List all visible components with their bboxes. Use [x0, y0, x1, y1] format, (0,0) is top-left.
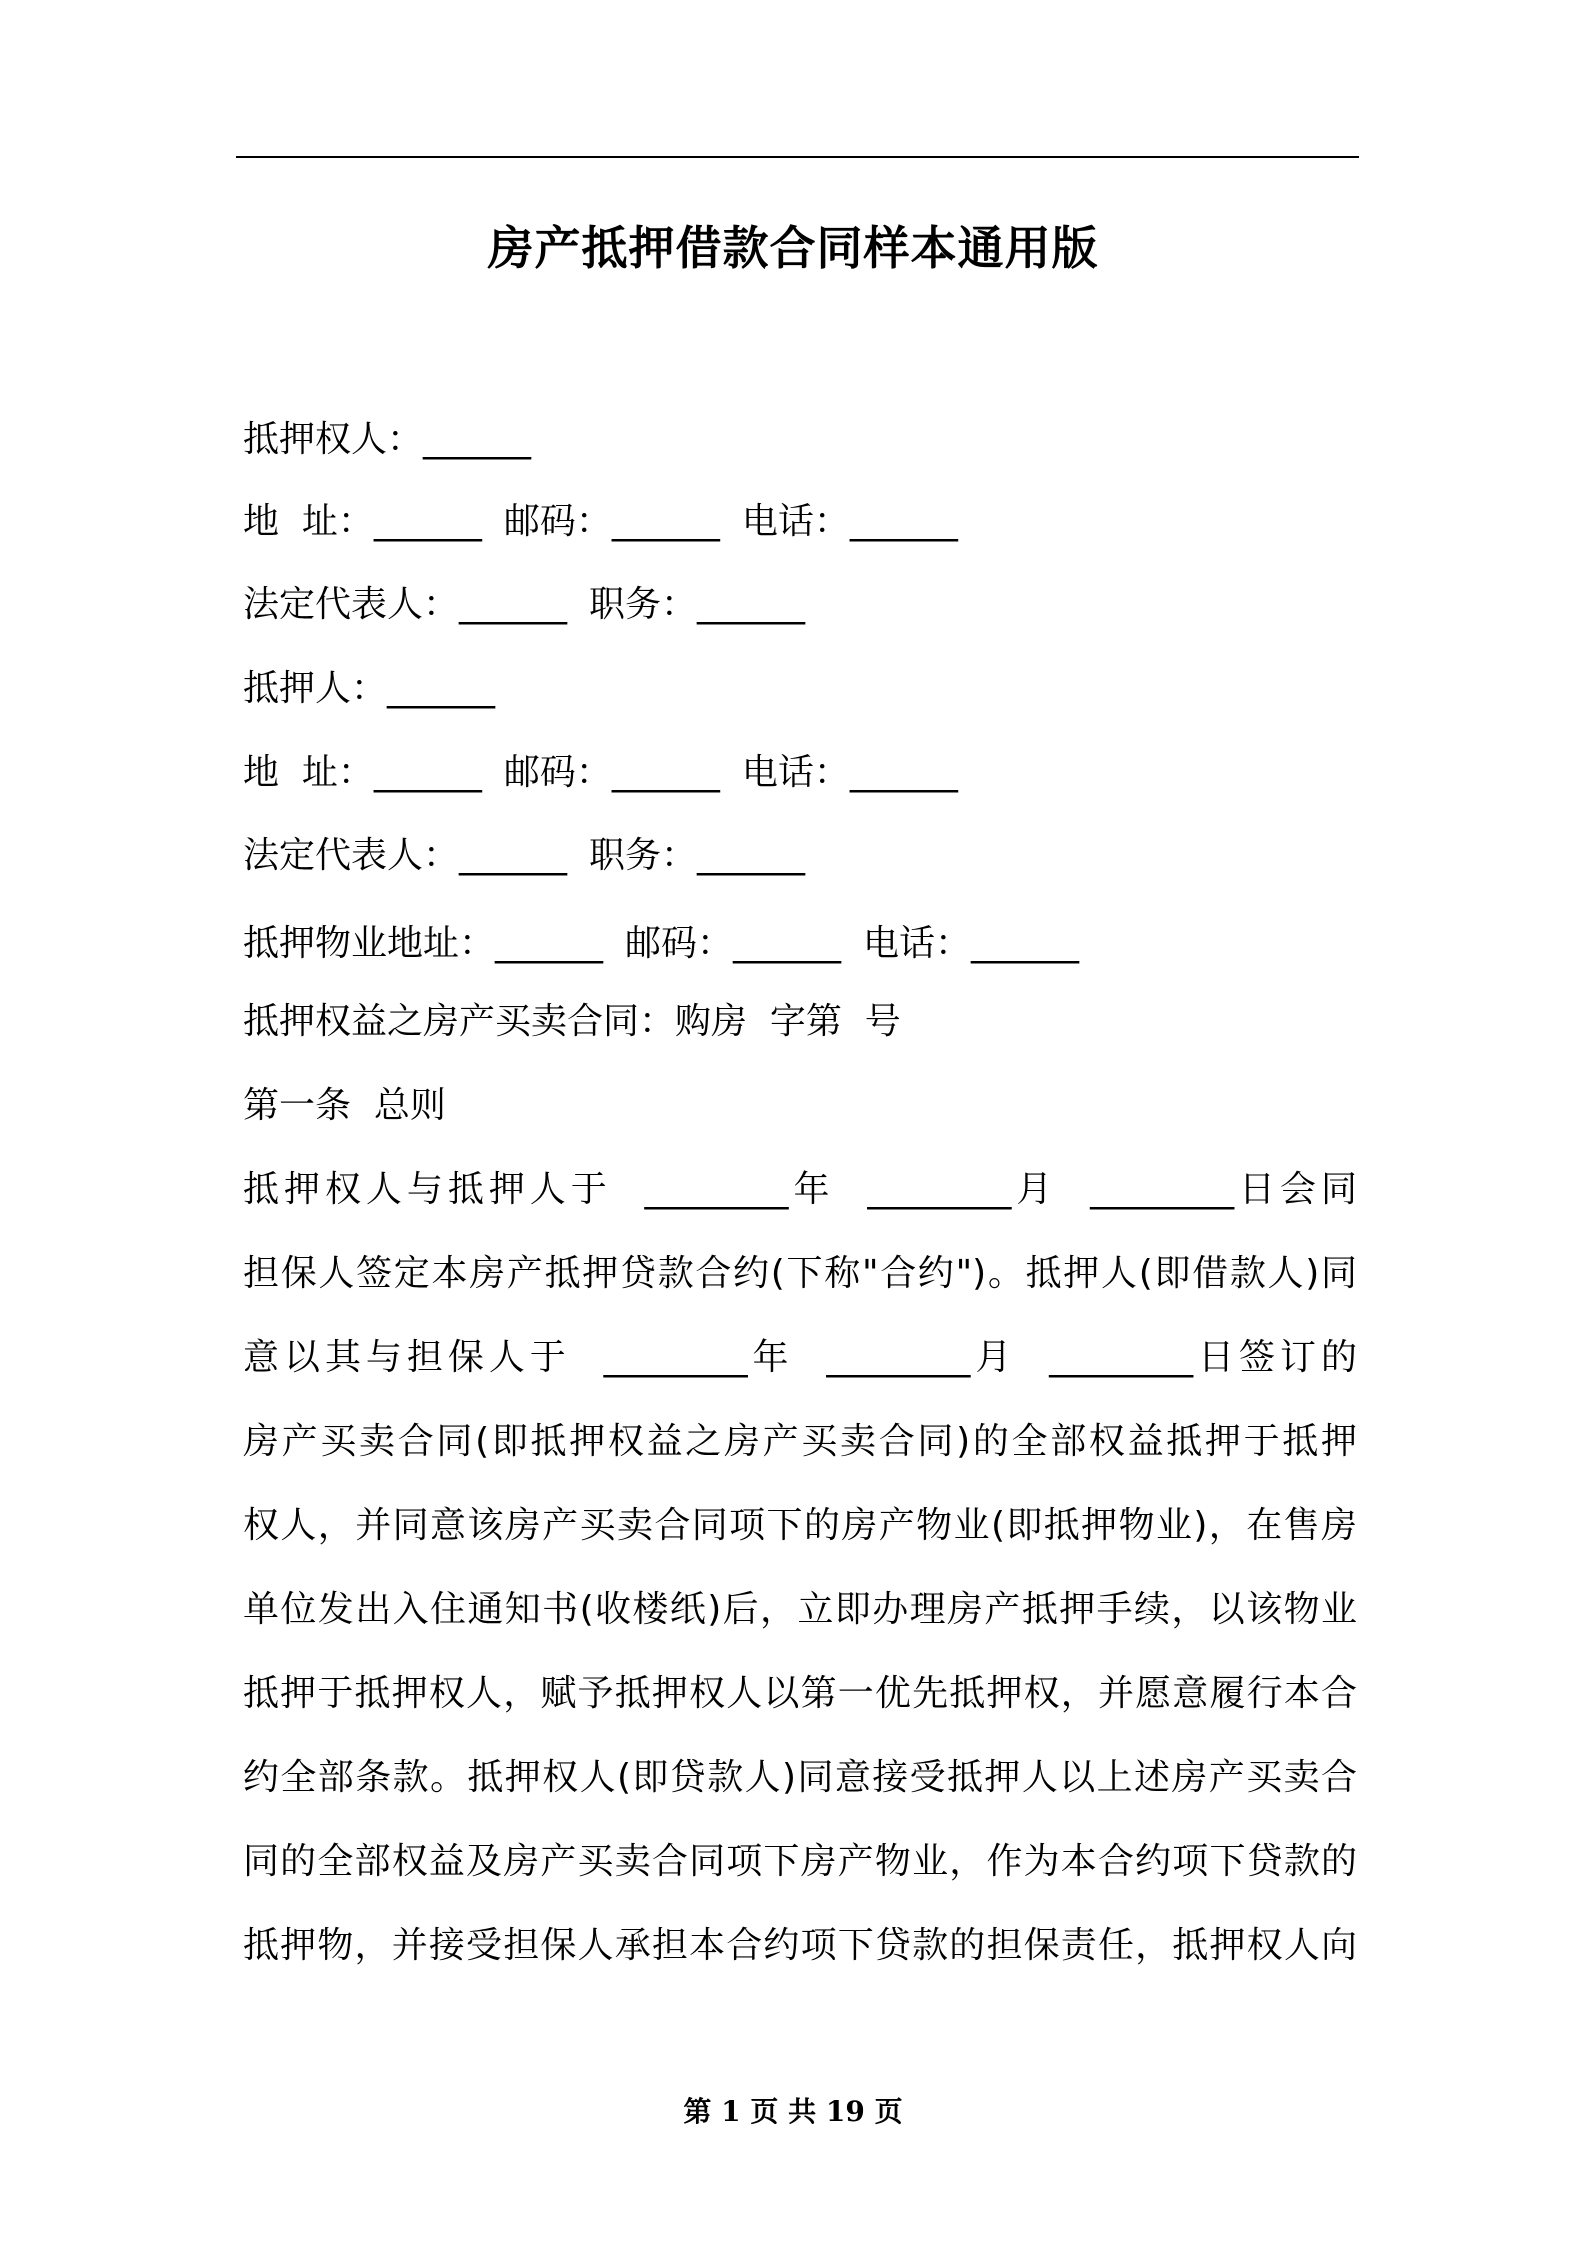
mortgagor-blank: ______: [387, 668, 496, 709]
mortgagor-rep-label: 法定代表人：: [243, 835, 460, 876]
contract-reference: [243, 998, 901, 1046]
mortgagee-contact-line: [243, 498, 958, 546]
mortgagee-postcode-label: 邮码：: [503, 501, 612, 542]
body-line: 单位发出入住通知书(收楼纸)后，立即办理房产抵押手续，以该物业: [243, 1589, 1357, 1630]
body-line: 担保人签定本房产抵押贷款合约(下称"合约")。抵押人(即借款人)同: [243, 1253, 1357, 1294]
mortgagor-line: [243, 665, 495, 713]
property-phone-blank: ______: [971, 923, 1080, 964]
mortgagee-title-label: 职务：: [589, 584, 698, 625]
property-address-label: 抵押物业地址：: [243, 923, 496, 964]
body-line: 抵押权人与抵押人于 ________年 ________月 ________日会同: [243, 1169, 1357, 1210]
section-body: [243, 1166, 1357, 2006]
page-number: 第 1 页 共 19 页: [683, 2095, 903, 2128]
body-line: 权人，并同意该房产买卖合同项下的房产物业(即抵押物业)，在售房: [243, 1505, 1357, 1546]
header-rule: [236, 156, 1359, 158]
mortgagor-postcode-label: 邮码：: [503, 752, 612, 793]
mortgagee-line: [243, 416, 531, 464]
mortgagee-rep-blank: ______: [459, 584, 568, 625]
body-line: 意以其与担保人于 ________年 ________月 ________日签订的: [243, 1337, 1357, 1378]
mortgagor-address-blank: ______: [373, 752, 482, 793]
mortgagee-postcode-blank: ______: [611, 501, 720, 542]
property-line: [243, 920, 1079, 968]
mortgagor-title-blank: ______: [697, 835, 806, 876]
property-postcode-blank: ______: [733, 923, 842, 964]
mortgagee-address-blank: ______: [373, 501, 482, 542]
mortgagor-title-label: 职务：: [589, 835, 698, 876]
document-title: 房产抵押借款合同样本通用版: [487, 221, 1099, 275]
mortgagee-rep-line: [243, 581, 805, 629]
mortgagee-phone-label: 电话：: [741, 501, 850, 542]
mortgagee-title-blank: ______: [697, 584, 806, 625]
property-phone-label: 电话：: [863, 923, 972, 964]
mortgagee-rep-label: 法定代表人：: [243, 584, 460, 625]
mortgagor-rep-line: [243, 832, 805, 880]
mortgagor-contact-line: [243, 749, 958, 797]
body-line: 抵押物，并接受担保人承担本合约项下贷款的担保责任，抵押权人向: [243, 1925, 1357, 1966]
mortgagor-label: 抵押人：: [243, 668, 388, 709]
mortgagor-postcode-blank: ______: [611, 752, 720, 793]
body-line: 房产买卖合同(即抵押权益之房产买卖合同)的全部权益抵押于抵押: [243, 1421, 1357, 1462]
contract-reference-text: 抵押权益之房产买卖合同：购房 字第 号: [243, 1001, 901, 1042]
mortgagor-phone-blank: ______: [849, 752, 958, 793]
mortgagee-address-label: 地 址：: [243, 501, 374, 542]
mortgagee-label: 抵押权人：: [243, 419, 424, 460]
section-heading: 第一条 总则: [243, 1085, 446, 1126]
mortgagor-rep-blank: ______: [459, 835, 568, 876]
mortgagor-address-label: 地 址：: [243, 752, 374, 793]
mortgagee-phone-blank: ______: [849, 501, 958, 542]
mortgagor-phone-label: 电话：: [741, 752, 850, 793]
body-line: 同的全部权益及房产买卖合同项下房产物业，作为本合约项下贷款的: [243, 1841, 1357, 1882]
mortgagee-blank: ______: [423, 419, 532, 460]
body-line: 抵押于抵押权人，赋予抵押权人以第一优先抵押权，并愿意履行本合: [243, 1673, 1357, 1714]
body-line: 约全部条款。抵押权人(即贷款人)同意接受抵押人以上述房产买卖合: [243, 1757, 1357, 1798]
property-postcode-label: 邮码：: [625, 923, 734, 964]
property-address-blank: ______: [495, 923, 604, 964]
